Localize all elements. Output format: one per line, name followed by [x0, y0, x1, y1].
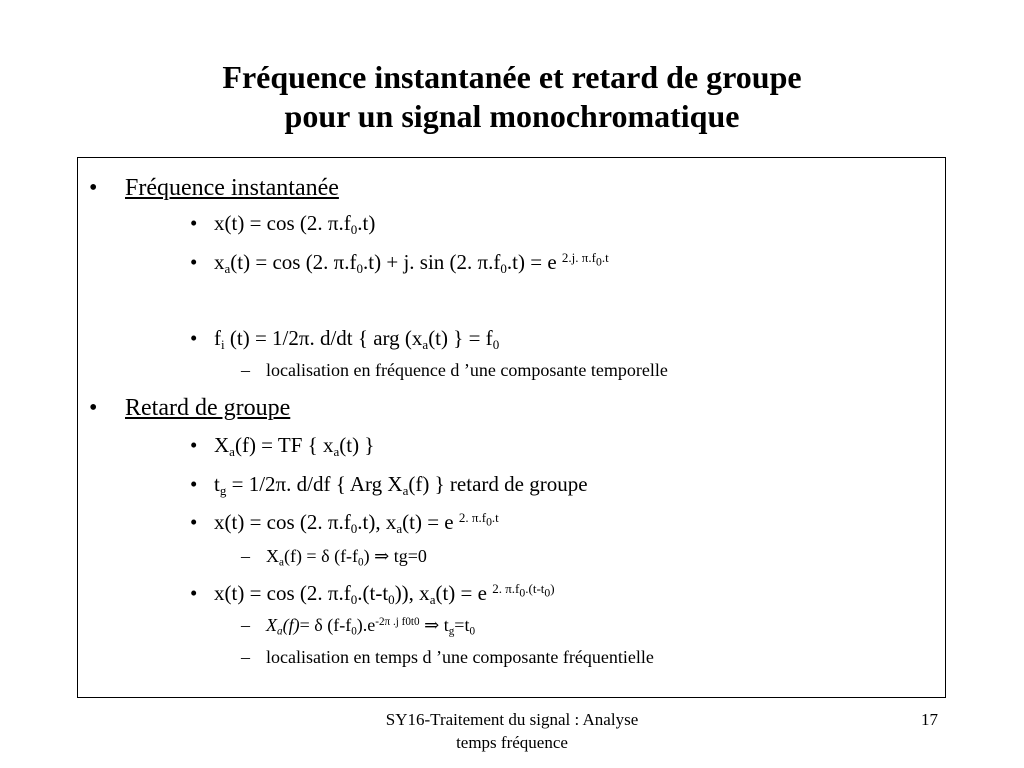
bullet-marker: • — [89, 175, 98, 201]
dash-marker: – — [241, 546, 250, 566]
formula-x-and-xa — [190, 509, 499, 536]
bullet-marker: • — [190, 250, 198, 274]
note-text: localisation en temps d ’une composante fréquentielle — [266, 647, 654, 667]
note-frequency-localisation — [241, 359, 668, 381]
note-text: $X_a(f)= \delta$ $(f-f_0).e^{-2\pi .j f0t0}$ ⇒ $t_g=t_0$ — [266, 615, 476, 638]
formula-text: $t_g = 1/2\pi$. d/df { Arg $X_a(f)$ } retard de groupe — [214, 472, 588, 498]
section-heading-group-delay — [89, 394, 291, 422]
formula-text: x(t) = cos (2. $\pi.f_0.t$) — [214, 211, 376, 237]
bullet-marker: • — [190, 433, 198, 457]
note-text: localisation en fréquence d ’une composante temporelle — [266, 360, 668, 380]
content-frame — [77, 157, 946, 698]
note-Xa-delta — [241, 545, 427, 569]
note-time-localisation — [241, 646, 654, 668]
formula-text: $f_i$ (t) = 1/2π. d/dt { arg ($x_a(t)$ } = $f_0$ — [214, 326, 500, 352]
footer-line-2: temps fréquence — [456, 733, 568, 752]
dash-marker: – — [241, 647, 250, 667]
footer-line-1: SY16-Traitement du signal : Analyse — [385, 710, 639, 729]
dash-marker: – — [241, 615, 250, 635]
bullet-marker: • — [190, 472, 198, 496]
formula-delayed-signal — [190, 580, 555, 607]
formula-Xa-f — [190, 432, 375, 459]
dash-marker: – — [241, 360, 250, 380]
formula-text: $X_a(f)$ = TF { $x_a(t)$ } — [214, 433, 375, 459]
formula-group-delay — [190, 471, 588, 498]
bullet-marker: • — [190, 326, 198, 350]
bullet-marker: • — [190, 510, 198, 534]
bullet-marker: • — [190, 211, 198, 235]
bullet-marker: • — [190, 581, 198, 605]
formula-text: $x_a(t) = \cos (2$. $\pi.f_0.t) + j$. sin (2. $\pi.f_0.t) = e$ $^{2.j. \pi.f_0.t}$ — [214, 249, 609, 276]
formula-text: x(t) = cos (2. $\pi.f_0.(t-t_0)$), $x_a(t) = e$ $^{2. \pi.f_0.(t-t_0)}$ — [214, 580, 555, 607]
title-line-1: Fréquence instantanée et retard de groupe — [222, 59, 802, 95]
footer-course-title — [300, 708, 724, 754]
bullet-marker: • — [89, 395, 98, 421]
page-number: 17 — [921, 710, 938, 729]
note-text: $X_a(f) = \delta$ $(f-f_0)$ ⇒ tg=0 — [266, 546, 427, 569]
formula-instantaneous-frequency — [190, 325, 500, 352]
formula-text: x(t) = cos (2. $\pi.f_0.t$), $x_a(t) = e$ $^{2. \pi.f_0.t}$ — [214, 509, 499, 536]
title-line-2: pour un signal monochromatique — [284, 98, 740, 134]
heading-text: Fréquence instantanée — [125, 175, 339, 201]
note-Xa-delta-delayed — [241, 614, 476, 638]
slide-title — [0, 58, 1024, 136]
section-heading-instantaneous-frequency — [89, 174, 339, 202]
formula-xa-t — [190, 249, 609, 276]
formula-x-t — [190, 210, 376, 237]
heading-text: Retard de groupe — [125, 395, 291, 421]
